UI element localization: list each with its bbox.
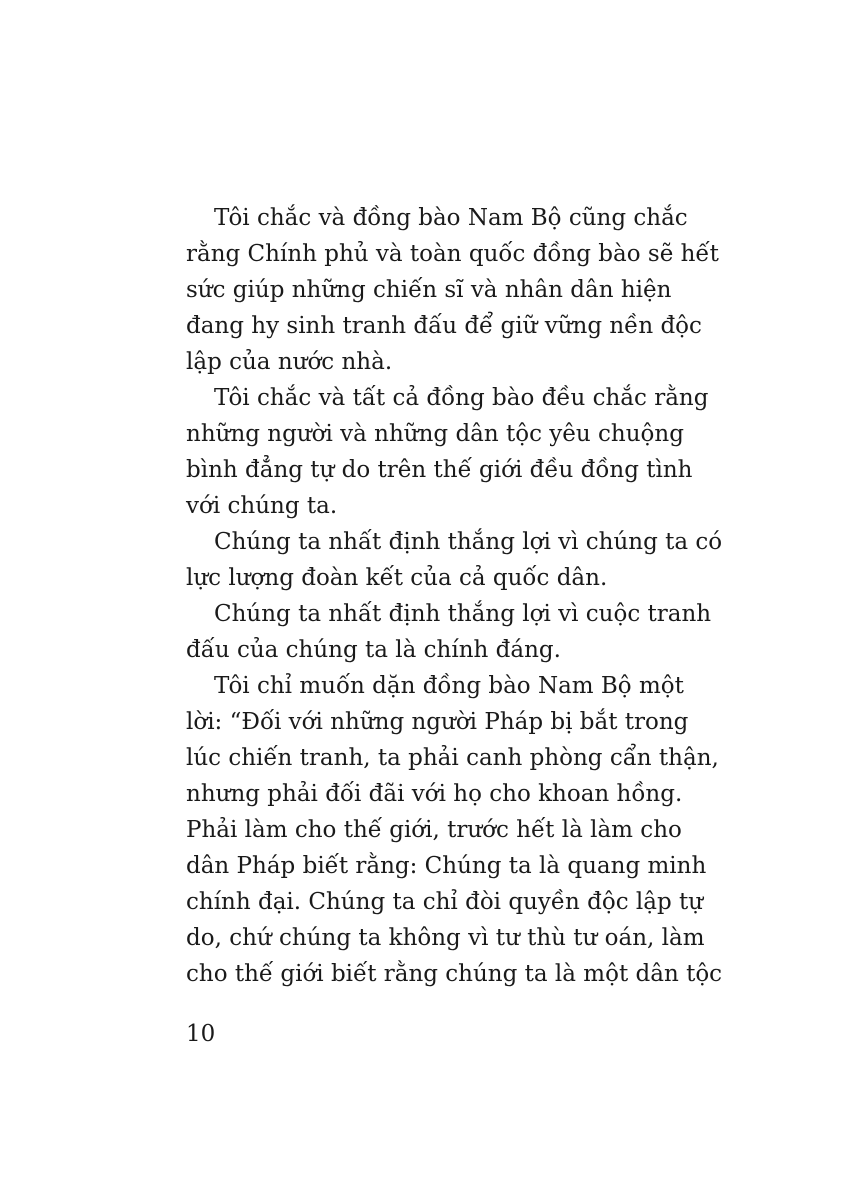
text-line: lực lượng đoàn kết của cả quốc dân.	[186, 565, 608, 591]
text-line: nhưng phải đối đãi với họ cho khoan hồng.	[186, 781, 683, 807]
text-line: Phải làm cho thế giới, trước hết là làm cho	[186, 817, 682, 843]
text-line: Tôi chắc và đồng bào Nam Bộ cũng chắc	[214, 205, 688, 231]
text-line: Tôi chỉ muốn dặn đồng bào Nam Bộ một	[214, 673, 684, 699]
text-line: những người và những dân tộc yêu chuộng	[186, 421, 684, 447]
text-line: chính đại. Chúng ta chỉ đòi quyền độc lập tự	[186, 889, 704, 915]
text-line: Tôi chắc và tất cả đồng bào đều chắc rằng	[214, 385, 709, 411]
page-number: 10	[186, 1021, 216, 1047]
text-line: đấu của chúng ta là chính đáng.	[186, 637, 561, 663]
text-line: lời: “Đối với những người Pháp bị bắt trong	[186, 709, 689, 735]
text-line: lúc chiến tranh, ta phải canh phòng cẩn thận,	[186, 745, 719, 771]
text-line: cho thế giới biết rằng chúng ta là một dân tộc	[186, 961, 723, 987]
text-line: do, chứ chúng ta không vì tư thù tư oán, làm	[186, 925, 705, 951]
text-line: Chúng ta nhất định thắng lợi vì chúng ta có	[214, 529, 723, 555]
text-line: sức giúp những chiến sĩ và nhân dân hiện	[186, 277, 672, 303]
text-line: bình đẳng tự do trên thế giới đều đồng tình	[186, 457, 693, 483]
text-line: đang hy sinh tranh đấu để giữ vững nền độc	[186, 313, 702, 339]
text-line: rằng Chính phủ và toàn quốc đồng bào sẽ hết	[186, 241, 719, 267]
text-line: Chúng ta nhất định thắng lợi vì cuộc tranh	[214, 601, 712, 627]
text-line: lập của nước nhà.	[186, 349, 393, 375]
text-line: dân Pháp biết rằng: Chúng ta là quang minh	[186, 853, 707, 879]
text-line: với chúng ta.	[186, 493, 338, 519]
body-text	[186, 200, 723, 992]
